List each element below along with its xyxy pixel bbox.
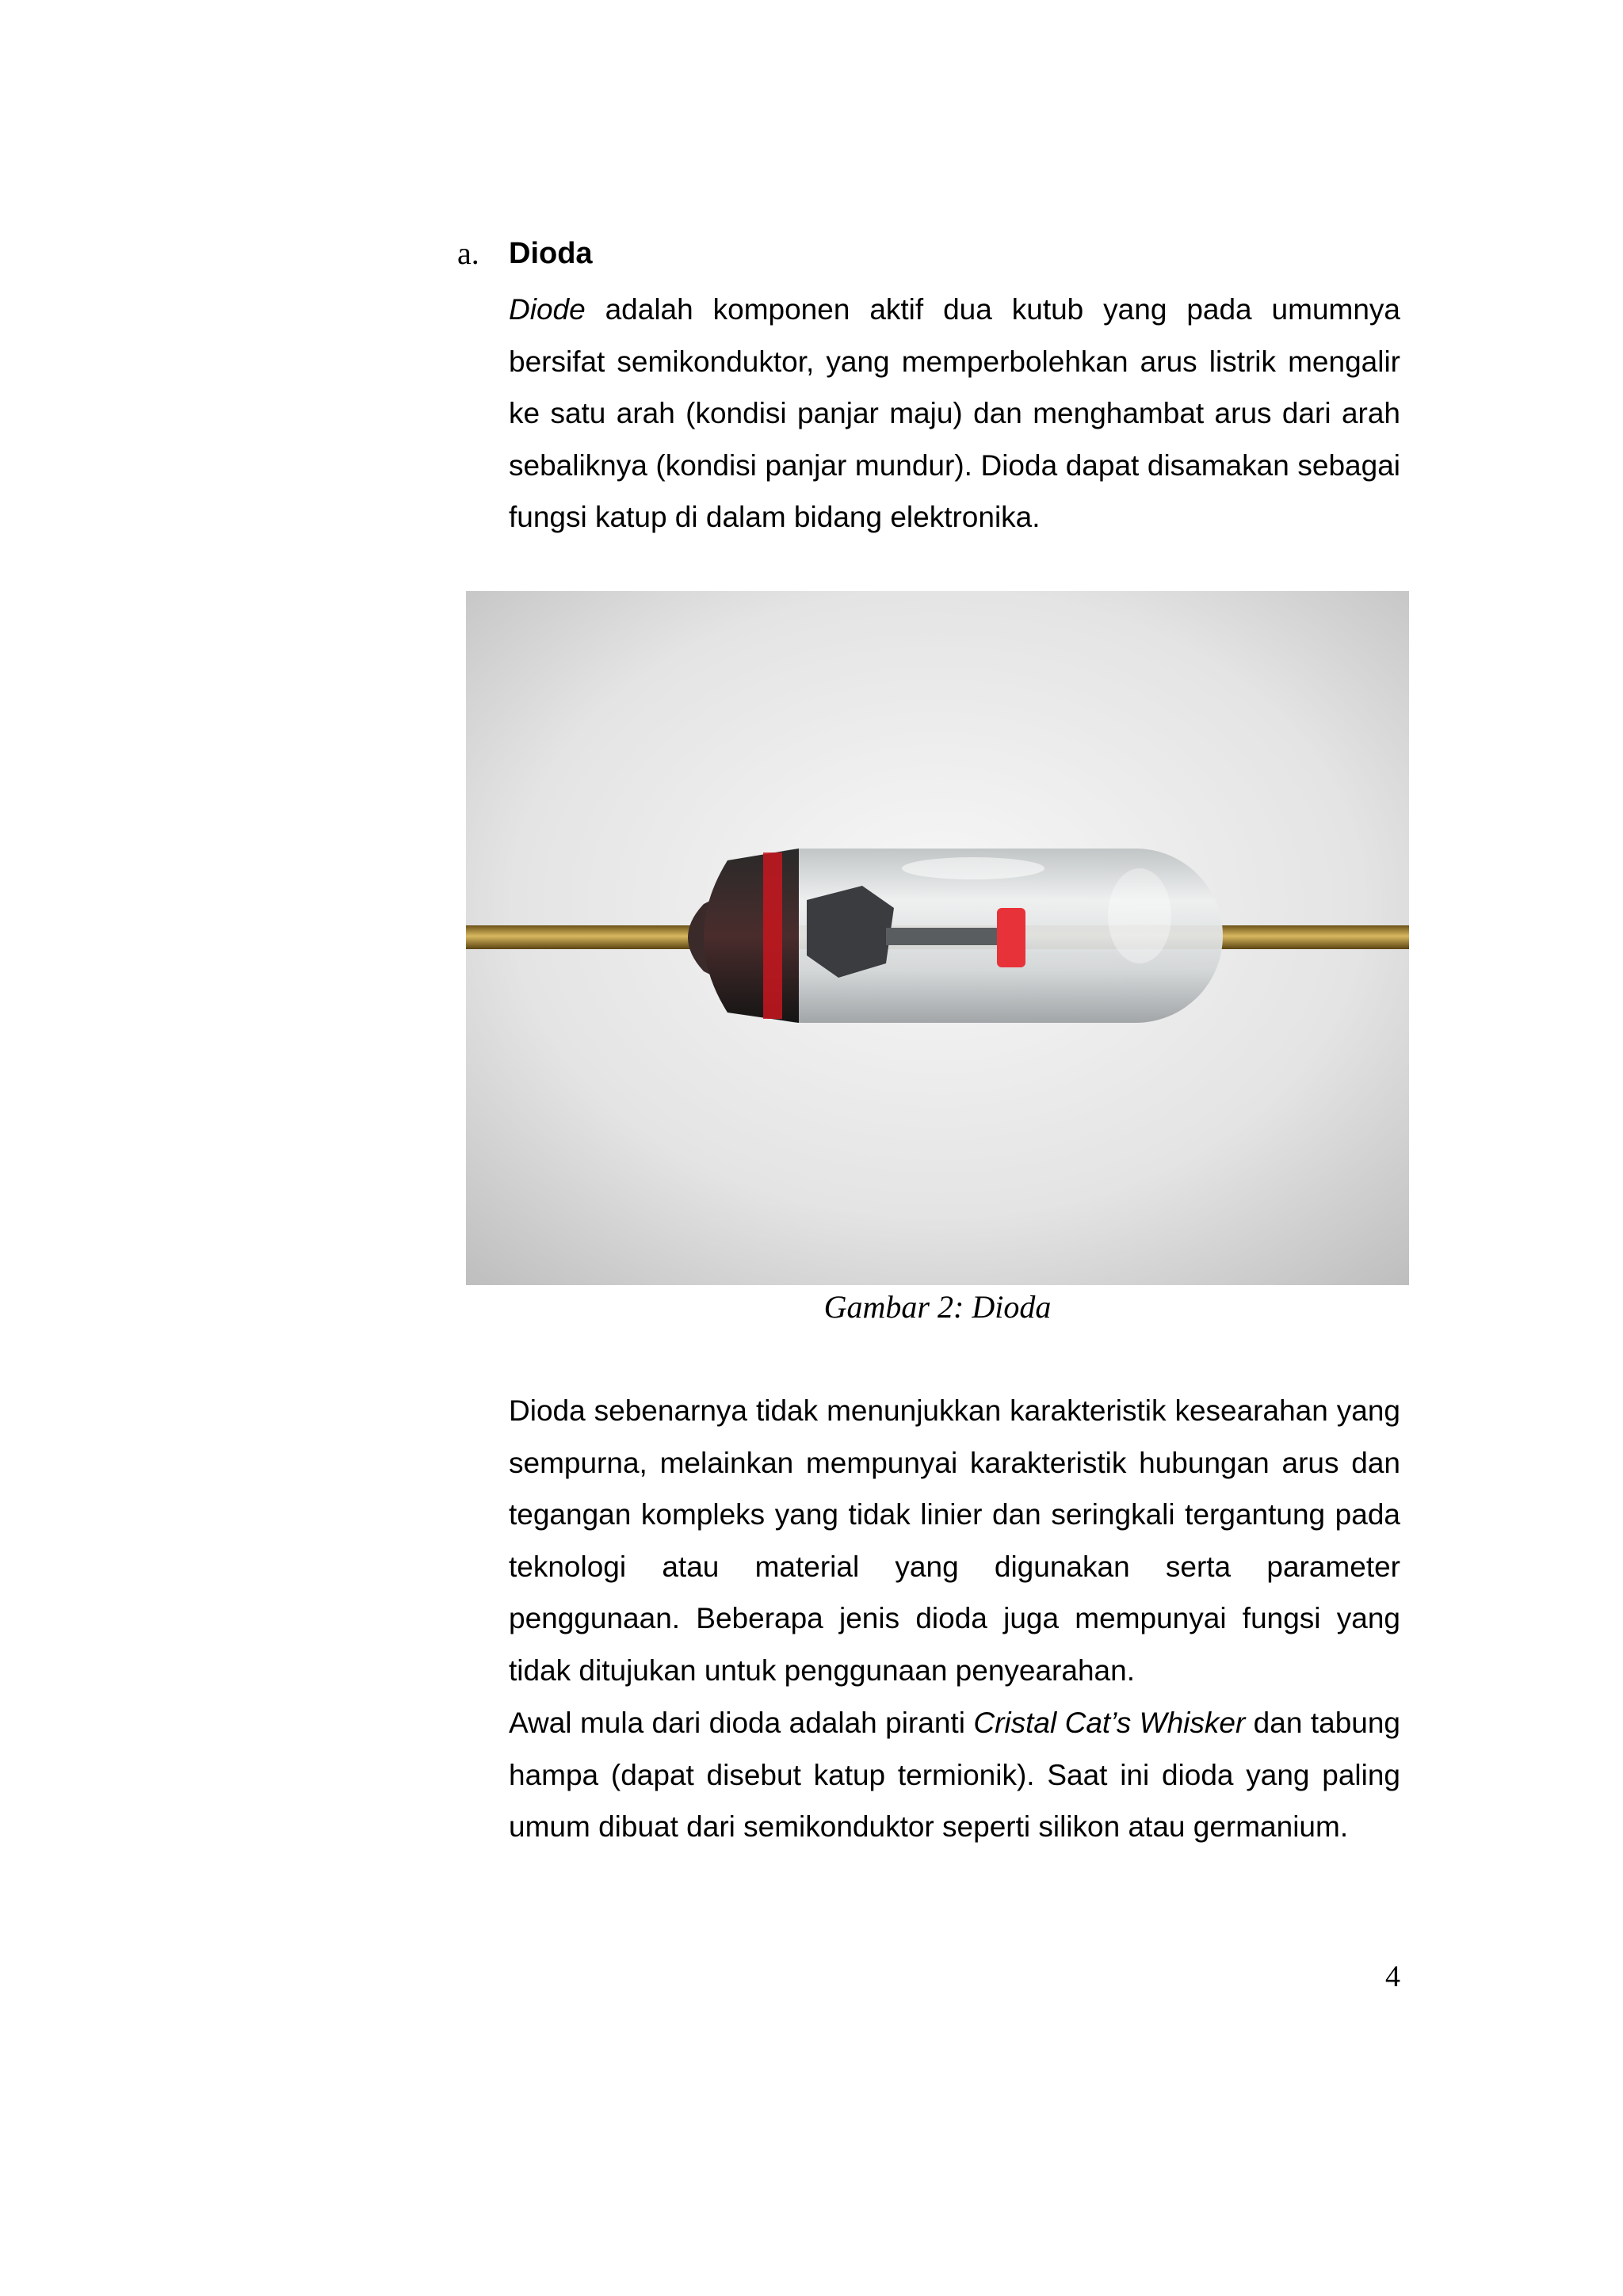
diode-body — [688, 849, 1223, 1023]
section-title: Dioda — [509, 237, 593, 270]
definition-text: adalah komponen aktif dua kutub yang pada umumnya bersifat semikonduktor, yang memperbolehkan arus listrik mengalir ke satu arah (kondisi panjar maju) dan menghambat arus dari arah sebaliknya (kondisi panjar mundur). Dioda dapat disamakan sebagai fungsi katup di dalam bidang elektronika. — [509, 293, 1400, 533]
paragraph-history — [509, 1697, 1400, 1853]
term-diode: Diode — [509, 293, 586, 326]
diode-photo — [466, 591, 1409, 1285]
paragraph-definition — [509, 284, 1400, 543]
term-cats-whisker: Cristal Cat’s Whisker — [973, 1707, 1246, 1739]
section-marker: a. — [457, 235, 479, 271]
paragraph-characteristics: Dioda sebenarnya tidak menunjukkan karakteristik kesearahan yang sempurna, melainkan mempunyai karakteristik hubungan arus dan tegangan kompleks yang tidak linier dan seringkali tergantung pada teknologi atau material yang digunakan serta parameter penggunaan. Beberapa jenis dioda juga mempunyai fungsi yang tidak ditujukan untuk penggunaan penyearahan. — [509, 1394, 1400, 1687]
history-text-start: Awal mula dari dioda adalah piranti — [509, 1707, 974, 1739]
cathode-band — [763, 852, 782, 1019]
page-number: 4 — [1385, 1960, 1400, 1993]
semiconductor-die — [807, 886, 894, 978]
history-text-end: dan tabung hampa (dapat disebut katup termionik). Saat ini dioda yang paling umum dibuat dari semikonduktor seperti silikon atau germanium. — [509, 1707, 1400, 1843]
red-marker — [997, 908, 1025, 967]
diode-illustration — [466, 591, 1409, 1285]
figure-caption: Gambar 2: Dioda — [823, 1289, 1052, 1325]
